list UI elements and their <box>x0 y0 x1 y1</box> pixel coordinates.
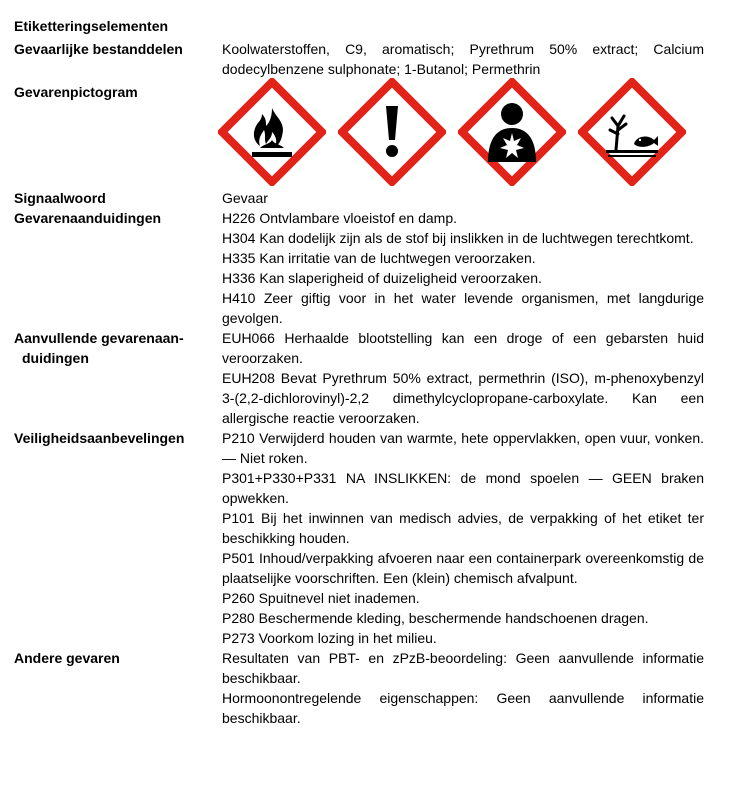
hazard-statement: H304 Kan dodelijk zijn als de stof bij inslikken in de luchtwegen terechtkomt. <box>222 230 694 246</box>
label-elements-document <box>14 16 704 728</box>
signal-word-value: Gevaar <box>222 190 268 206</box>
precautionary-statement: P260 Spuitnevel niet inademen. <box>222 590 420 606</box>
hazardous-components-row <box>14 39 704 79</box>
hazardous-components-label: Gevaarlijke bestanddelen <box>14 41 183 57</box>
pictogram-list <box>218 78 704 186</box>
other-hazards-label: Andere gevaren <box>14 650 120 666</box>
other-hazards-row <box>14 648 704 728</box>
other-hazard: Resultaten van PBT- en zPzB-beoordeling: Geen aanvullende informatie beschikbaar. <box>222 650 704 686</box>
supplemental-hazards-label <box>14 328 222 368</box>
flame-pictogram-icon <box>218 78 326 186</box>
hazard-statement: H335 Kan irritatie van de luchtwegen veroorzaken. <box>222 250 536 266</box>
hazard-statement: H410 Zeer giftig voor in het water levende organismen, met langdurige gevolgen. <box>222 290 704 326</box>
hazard-statement: H336 Kan slaperigheid of duizeligheid veroorzaken. <box>222 270 542 286</box>
precautionary-statement: P280 Beschermende kleding, beschermende handschoenen dragen. <box>222 610 649 626</box>
supplemental-hazards-row <box>14 328 704 428</box>
hazard-statements-label: Gevarenaanduidingen <box>14 210 162 226</box>
hazard-statement: H226 Ontvlambare vloeistof en damp. <box>222 210 458 226</box>
supplemental-hazard: EUH066 Herhaalde blootstelling kan een droge of een gebarsten huid veroorzaken. <box>222 330 704 366</box>
supplemental-hazards-label-line1: Aanvullende gevarenaan- <box>14 330 184 346</box>
precautionary-statement: P210 Verwijderd houden van warmte, hete oppervlakken, open vuur, vonken. — Niet roken. <box>222 430 704 466</box>
precautionary-statement: P101 Bij het inwinnen van medisch advies, de verpakking of het etiket ter beschikking houden. <box>222 510 704 546</box>
signal-word-label: Signaalwoord <box>14 190 106 206</box>
signal-word-row <box>14 188 704 208</box>
pictograms-label: Gevarenpictogram <box>14 84 138 100</box>
precautionary-statement: P273 Voorkom lozing in het milieu. <box>222 630 437 646</box>
precautionary-label: Veiligheidsaanbevelingen <box>14 430 185 446</box>
environment-pictogram-icon <box>578 78 686 186</box>
supplemental-hazards-label-line2: duidingen <box>22 350 89 366</box>
section-title: Etiketteringselementen <box>14 18 169 34</box>
hazard-statements-row <box>14 208 704 328</box>
precautionary-row <box>14 428 704 648</box>
hazardous-components-value: Koolwaterstoffen, C9, aromatisch; Pyrethrum 50% extract; Calcium dodecylbenzene sulphonate; 1-Butanol; Permethrin <box>222 41 704 77</box>
precautionary-statement: P301+P330+P331 NA INSLIKKEN: de mond spoelen — GEEN braken opwekken. <box>222 470 704 506</box>
supplemental-hazard: EUH208 Bevat Pyrethrum 50% extract, permethrin (ISO), m-phenoxybenzyl 3-(2,2-dichlorovinyl)-2,2 dimethylcyclopropane-carboxylate. Kan een allergische reactie veroorzaken. <box>222 370 704 426</box>
exclamation-pictogram-icon <box>338 78 446 186</box>
precautionary-statement: P501 Inhoud/verpakking afvoeren naar een containerpark overeenkomstig de plaatselijke voorschriften. Een (klein) chemisch afvalpunt. <box>222 550 704 586</box>
other-hazard: Hormoonontregelende eigenschappen: Geen aanvullende informatie beschikbaar. <box>222 690 704 726</box>
health-hazard-pictogram-icon <box>458 78 566 186</box>
pictograms-row <box>14 82 704 186</box>
